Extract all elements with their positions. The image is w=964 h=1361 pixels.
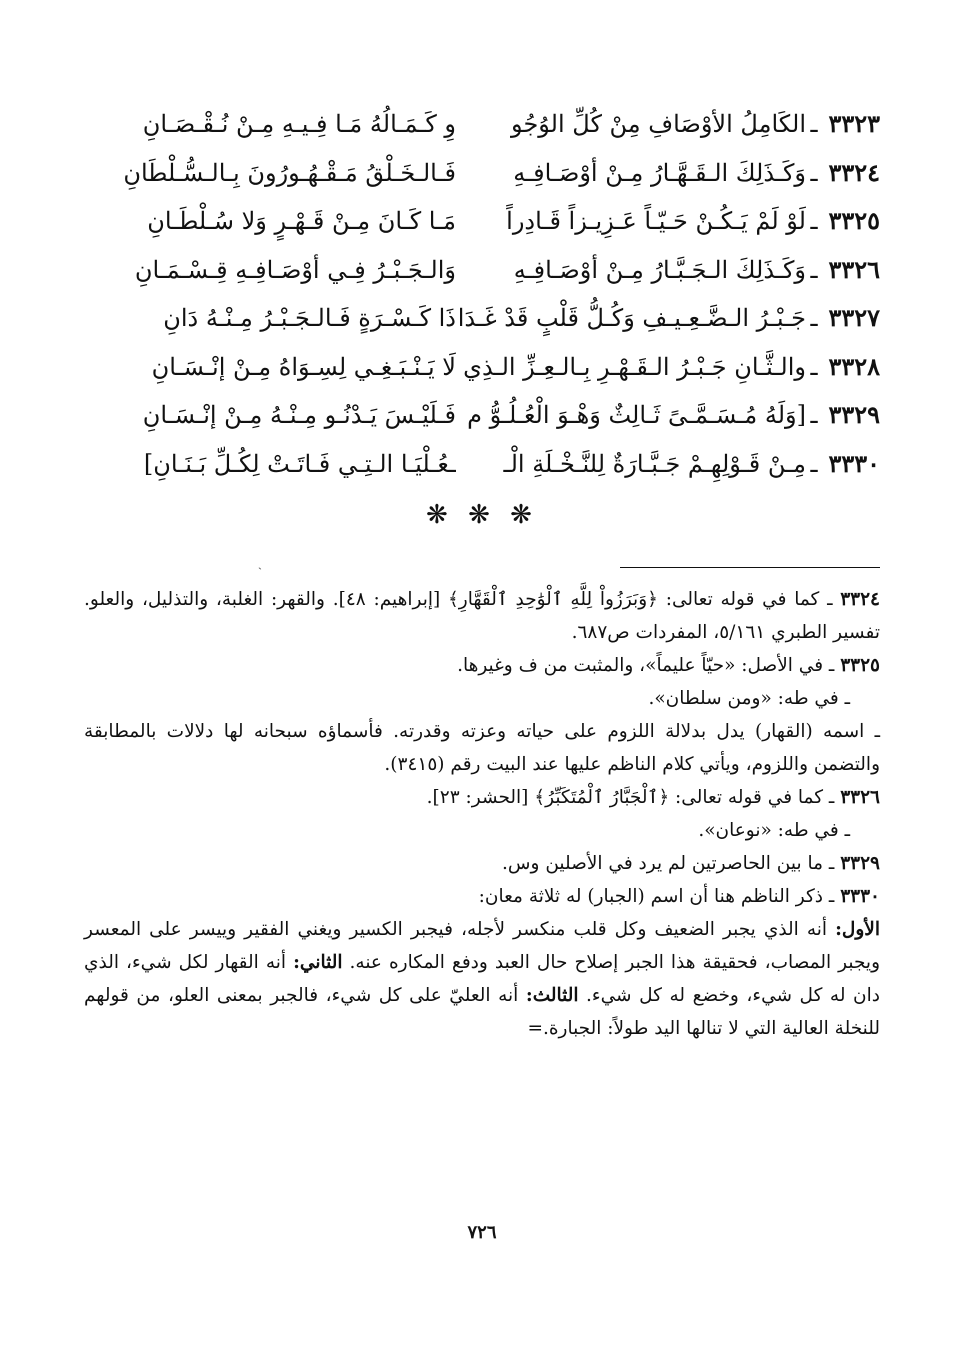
footnote-text: ـ في الأصل: «حيّاً عليماً»، والمثبت من ف وغيرها. xyxy=(457,655,835,676)
footnote-3326 xyxy=(84,781,880,814)
verse-first-hemistich: جَـبْـرُ الـضَّـعِـيـفِ وَكُـلُّ قَلْبٍ قَدْ غَـدَا xyxy=(457,304,806,333)
verse-first-hemistich: لَوْ لَمْ يَـكُـنْ حَـيّـاً عَـزِيـزاً قَـادِراً xyxy=(506,207,806,236)
verse-line xyxy=(80,440,880,489)
verse-line xyxy=(80,100,880,149)
verse-second-hemistich: وِ كَـمَـالُهُ مَـا فِـيـهِ مِـنْ نُـقْـصَـانِ xyxy=(142,110,456,139)
verse-second-hemistich: لَا يَـنْـبَـغِـي لِسِـوَاهُ مِـنْ إنْـسَـانِ xyxy=(151,352,456,381)
verse-first-hemistich: وَكَـذَلِكَ الـجَـبَّـارُ مِـنْ أوْصَـافِـهِ xyxy=(513,255,806,284)
verse-line xyxy=(80,343,880,392)
meaning-label-second: الثاني: xyxy=(293,952,343,973)
footnote-number: ٣٣٣٠ xyxy=(840,886,880,907)
verse-second-hemistich: فَـالـخَـلْقُ مَـقْـهُـورُونَ بِـالـسُّـلْطَانِ xyxy=(123,158,456,187)
footnote-text: ـ ذكر الناظم هنا أن اسم (الجبار) له ثلاثة معان: xyxy=(478,886,835,907)
verse-first-hemistich: والـثَّـانِ جَـبْـرُ الـقَـهْـرِ بِـالـعِـزِّ الـذِي xyxy=(463,352,806,381)
verse-number: ٣٣٢٨ xyxy=(828,351,880,381)
footnote-3324 xyxy=(84,583,880,649)
verse-number: ٣٣٢٧ xyxy=(828,303,880,333)
stray-mark: ˎ xyxy=(258,556,262,570)
verse-second-hemistich: مَـا كَـانَ مِـنْ قَـهْـرٍ وَلا سُـلْطَـانِ xyxy=(147,207,456,236)
footnote-number: ٣٣٢٤ xyxy=(840,589,880,610)
verse-first-hemistich: مِـنْ قَـوْلِهِـمْ جَـبَّـارَةٌ لِلنَّـخْـلَةِ الْـ xyxy=(503,449,806,478)
footnote-sub-note: ـ اسمه (القهار) يدل بدلالة اللزوم على حياته وعزته وقدرته. فأسماؤه سبحانه لها دلالات بالمطابقة والتضمن واللزوم، ويأتي كلام الناظم عليها عند البيت رقم (٣٤١٥). xyxy=(84,721,880,775)
verse-first-hemistich: وَكَـذَلِكَ الـقَـهَّـارُ مِـنْ أوْصَـافِـهِ xyxy=(513,158,806,187)
footnote-number: ٣٣٢٩ xyxy=(840,853,880,874)
footnote-3330 xyxy=(84,880,880,913)
section-separator: ❋ ❋ ❋ xyxy=(426,500,538,530)
footnote-3325 xyxy=(84,649,880,682)
verse-number: ٣٣٢٣ xyxy=(828,109,880,139)
verse-number: ٣٣٢٥ xyxy=(828,206,880,236)
poem-block xyxy=(80,100,880,488)
footnote-text: ـ ما بين الحاصرتين لم يرد في الأصلين وس. xyxy=(502,853,835,874)
footnote-text: ـ كما في قوله تعالى: ﴿ٱلْجَبَّارُ ٱلْمُتَكَبِّرُ﴾ [الحشر: ٢٣]. xyxy=(426,787,835,808)
footnote-number: ٣٣٢٥ xyxy=(840,655,880,676)
meaning-text-second: أنه القهار لكل شيء، الذي دان له كل شيء، وخضع له كل شيء. xyxy=(84,952,881,1006)
verse-number: ٣٣٢٩ xyxy=(828,400,880,430)
meaning-text-first: أنه الذي يجبر الضعيف وكل قلب منكسر لأجله، فيجبر الكسير ويغني الفقير وييسر على المعسر ويجبر المصاب، فحقيقة هذا الجبر إصلاح حال العبد ودفع المكاره عنه. xyxy=(84,919,880,973)
verse-line xyxy=(80,197,880,246)
verse-line xyxy=(80,246,880,295)
verse-line xyxy=(80,149,880,198)
verse-dash: ـ xyxy=(810,110,818,139)
verse-number: ٣٣٢٤ xyxy=(828,157,880,187)
footnote-explanation xyxy=(84,913,880,1045)
verse-number: ٣٣٢٦ xyxy=(828,254,880,284)
footnote-text: ـ كما في قوله تعالى: ﴿وَبَرَزُواْ لِلَّهِ ٱلْوَٰحِدِ ٱلْقَهَّارِ﴾ [إبراهيم: ٤٨]. والقهر: الغلبة، والتذليل، والعلو. تفسير الطبري ٥/١٦١، المفردات ص٦٨٧. xyxy=(84,589,880,643)
footnote-sub-note: ـ في طه: «ومن سلطان». xyxy=(648,688,850,709)
meaning-text-third: أنه العليّ على كل شيء، فالجبر بمعنى العلو، من قولهم للنخلة العالية التي لا تنالها اليد طولاً: الجبارة.= xyxy=(84,985,880,1039)
verse-dash: ـ xyxy=(810,158,818,187)
verse-second-hemistich: وَالـجَـبْـرُ فِـي أوْصَـافِـهِ قِـسْـمَـانِ xyxy=(134,255,456,284)
verse-second-hemistich: فَـلَيْـسَ يَـدْنُـو مِـنْـهُ مِـنْ إنْـسَـانِ xyxy=(142,401,456,430)
footnote-3329 xyxy=(84,847,880,880)
footnote-number: ٣٣٢٦ xyxy=(840,787,880,808)
footnote-sub-note: ـ في طه: «نوعان». xyxy=(698,820,850,841)
verse-number: ٣٣٣٠ xyxy=(828,448,880,478)
verse-line xyxy=(80,294,880,343)
verse-dash: ـ xyxy=(810,255,818,284)
page-number: ٧٢٦ xyxy=(467,1222,497,1243)
verse-dash: ـ xyxy=(810,352,818,381)
meaning-label-first: الأول: xyxy=(835,919,880,940)
verse-first-hemistich: الكَامِلُ الأوْصَافِ مِنْ كُلِّ الوُجُو xyxy=(511,110,806,139)
verse-second-hemistich: ـعُـلْيَـا الـتِـي فَـاتَـتْ لِكُـلِّ بَـنَـانِ] xyxy=(143,449,456,478)
verse-first-hemistich: [وَلَهُ مُـسَـمَّـىً ثَـالِثٌ وَهْـوَ الْعُـلُـوُّ م xyxy=(467,401,806,430)
meaning-label-third: الثالث: xyxy=(525,985,579,1006)
verse-dash: ـ xyxy=(810,449,818,478)
verse-dash: ـ xyxy=(810,401,818,430)
verse-second-hemistich: ذَا كَـسْـرَةٍ فَـالـجَـبْـرُ مِـنْـهُ دَانِ xyxy=(163,304,456,333)
verse-line xyxy=(80,391,880,440)
footnote-divider xyxy=(620,567,880,568)
verse-dash: ـ xyxy=(810,207,818,236)
footnotes xyxy=(84,583,880,1045)
verse-dash: ـ xyxy=(810,304,818,333)
